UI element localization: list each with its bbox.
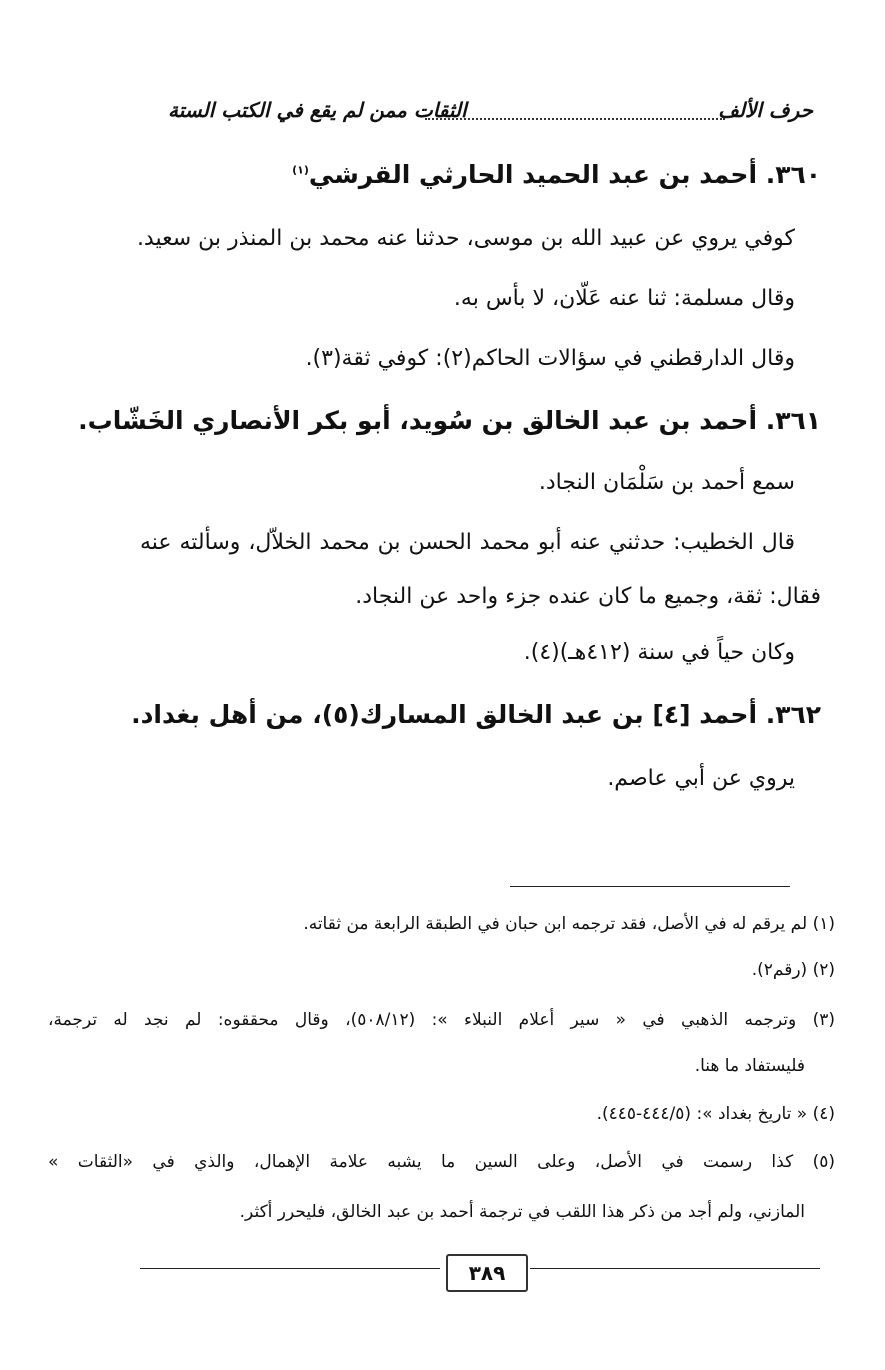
entry-line: فقال: ثقة، وجميع ما كان عنده جزء واحد عن النجاد. <box>355 584 821 609</box>
footnote-3-cont: فليستفاد ما هنا. <box>694 1056 805 1076</box>
page-number: ٣٨٩ <box>446 1254 528 1292</box>
header-title: الثقات ممن لم يقع في الكتب الستة <box>168 98 467 122</box>
entry-line: يروي عن أبي عاصم. <box>607 766 795 791</box>
footer-rule-left <box>140 1268 440 1269</box>
footnote-5-cont: المازني، ولم أجد من ذكر هذا اللقب في ترجمة أحمد بن عبد الخالق، فليحرر أكثر. <box>239 1202 805 1222</box>
footnote-separator <box>510 886 790 887</box>
footnote-2: (٢) (رقم٢). <box>751 960 835 980</box>
entry-heading-360 <box>292 160 821 189</box>
footnote-ref: (١) <box>292 163 309 177</box>
header-dots-rule <box>425 118 725 120</box>
running-header <box>168 98 813 132</box>
entry-line: قال الخطيب: حدثني عنه أبو محمد الحسن بن محمد الخلاّل، وسألته عنه <box>140 530 795 555</box>
entry-line: سمع أحمد بن سَلْمَان النجاد. <box>538 470 795 495</box>
entry-heading-361: ٣٦١. أحمد بن عبد الخالق بن سُويد، أبو بكر الأنصاري الخَشّاب. <box>78 406 821 435</box>
entry-line: وقال مسلمة: ثنا عنه عَلّان، لا بأس به. <box>453 286 795 311</box>
entry-heading-362: ٣٦٢. أحمد [٤] بن عبد الخالق المسارك(٥)، من أهل بغداد. <box>131 700 821 729</box>
footnote-5: (٥) كذا رسمت في الأصل، وعلى السين ما يشبه علامة الإهمال، والذي في «الثقات » <box>48 1152 835 1172</box>
footnote-1: (١) لم يرقم له في الأصل، فقد ترجمه ابن حبان في الطبقة الرابعة من ثقاته. <box>303 914 835 934</box>
entry-heading-text: ٣٦٠. أحمد بن عبد الحميد الحارثي القرشي <box>308 160 821 189</box>
header-section: حرف الألف <box>718 98 813 122</box>
footnote-4: (٤) « تاريخ بغداد »: (٤٤٤/٥-٤٤٥). <box>596 1104 835 1124</box>
footer-rule-right <box>530 1268 820 1269</box>
entry-line: وقال الدارقطني في سؤالات الحاكم(٢): كوفي ثقة(٣). <box>305 346 795 371</box>
entry-line: وكان حياً في سنة (٤١٢هـ)(٤). <box>523 640 795 665</box>
footnote-3: (٣) وترجمه الذهبي في « سير أعلام النبلاء »: (٥٠٨/١٢)، وقال محققوه: لم نجد له ترجمة، <box>48 1010 835 1030</box>
entry-line: كوفي يروي عن عبيد الله بن موسى، حدثنا عنه محمد بن المنذر بن سعيد. <box>136 226 795 251</box>
